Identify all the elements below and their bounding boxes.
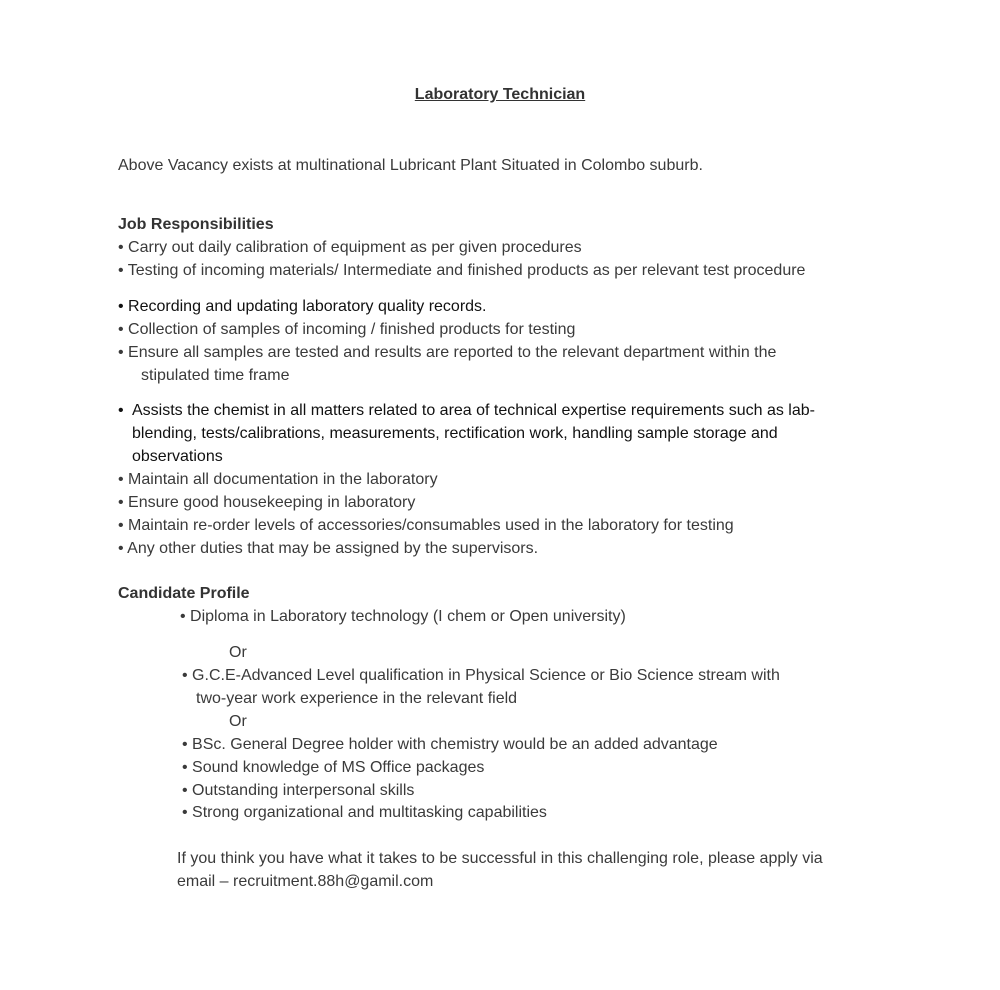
- responsibility-item: Assists the chemist in all matters related to area of technical expertise requirements such as lab-: [132, 402, 815, 419]
- responsibility-item: • Carry out daily calibration of equipment as per given procedures: [118, 239, 582, 256]
- profile-heading: Candidate Profile: [118, 585, 250, 602]
- responsibility-item-continued: observations: [132, 448, 223, 465]
- responsibilities-heading: Job Responsibilities: [118, 216, 274, 233]
- closing-text: If you think you have what it takes to be successful in this challenging role, please apply via: [177, 850, 823, 867]
- profile-item-continued: two-year work experience in the relevant field: [196, 690, 518, 707]
- responsibility-item: • Maintain re-order levels of accessories/consumables used in the laboratory for testing: [118, 517, 734, 534]
- responsibility-item: • Any other duties that may be assigned by the supervisors.: [118, 540, 539, 557]
- responsibility-item-continued: blending, tests/calibrations, measurements, rectification work, handling sample storage and: [132, 425, 778, 442]
- profile-item: • BSc. General Degree holder with chemistry would be an added advantage: [182, 736, 718, 753]
- profile-item: • G.C.E-Advanced Level qualification in Physical Science or Bio Science stream with: [182, 667, 780, 684]
- bullet: •: [118, 402, 124, 419]
- profile-item: • Outstanding interpersonal skills: [182, 782, 415, 799]
- profile-item: • Sound knowledge of MS Office packages: [182, 759, 485, 776]
- responsibility-item: • Ensure good housekeeping in laboratory: [118, 494, 416, 511]
- responsibility-item: • Maintain all documentation in the laboratory: [118, 471, 438, 488]
- page-title: Laboratory Technician: [414, 86, 586, 103]
- responsibility-item: • Collection of samples of incoming / finished products for testing: [118, 321, 576, 338]
- responsibility-item: • Testing of incoming materials/ Intermediate and finished products as per relevant test procedure: [118, 262, 806, 279]
- responsibility-item: • Ensure all samples are tested and results are reported to the relevant department within the: [118, 344, 777, 361]
- profile-item: • Diploma in Laboratory technology (I chem or Open university): [180, 608, 626, 625]
- responsibility-item-continued: stipulated time frame: [141, 367, 290, 384]
- profile-or: Or: [229, 713, 247, 730]
- profile-item: • Strong organizational and multitasking capabilities: [182, 804, 547, 821]
- profile-or: Or: [229, 644, 247, 661]
- intro-text: Above Vacancy exists at multinational Lubricant Plant Situated in Colombo suburb.: [118, 157, 703, 174]
- closing-email: email – recruitment.88h@gamil.com: [177, 873, 434, 890]
- responsibility-item: • Recording and updating laboratory quality records.: [118, 298, 487, 315]
